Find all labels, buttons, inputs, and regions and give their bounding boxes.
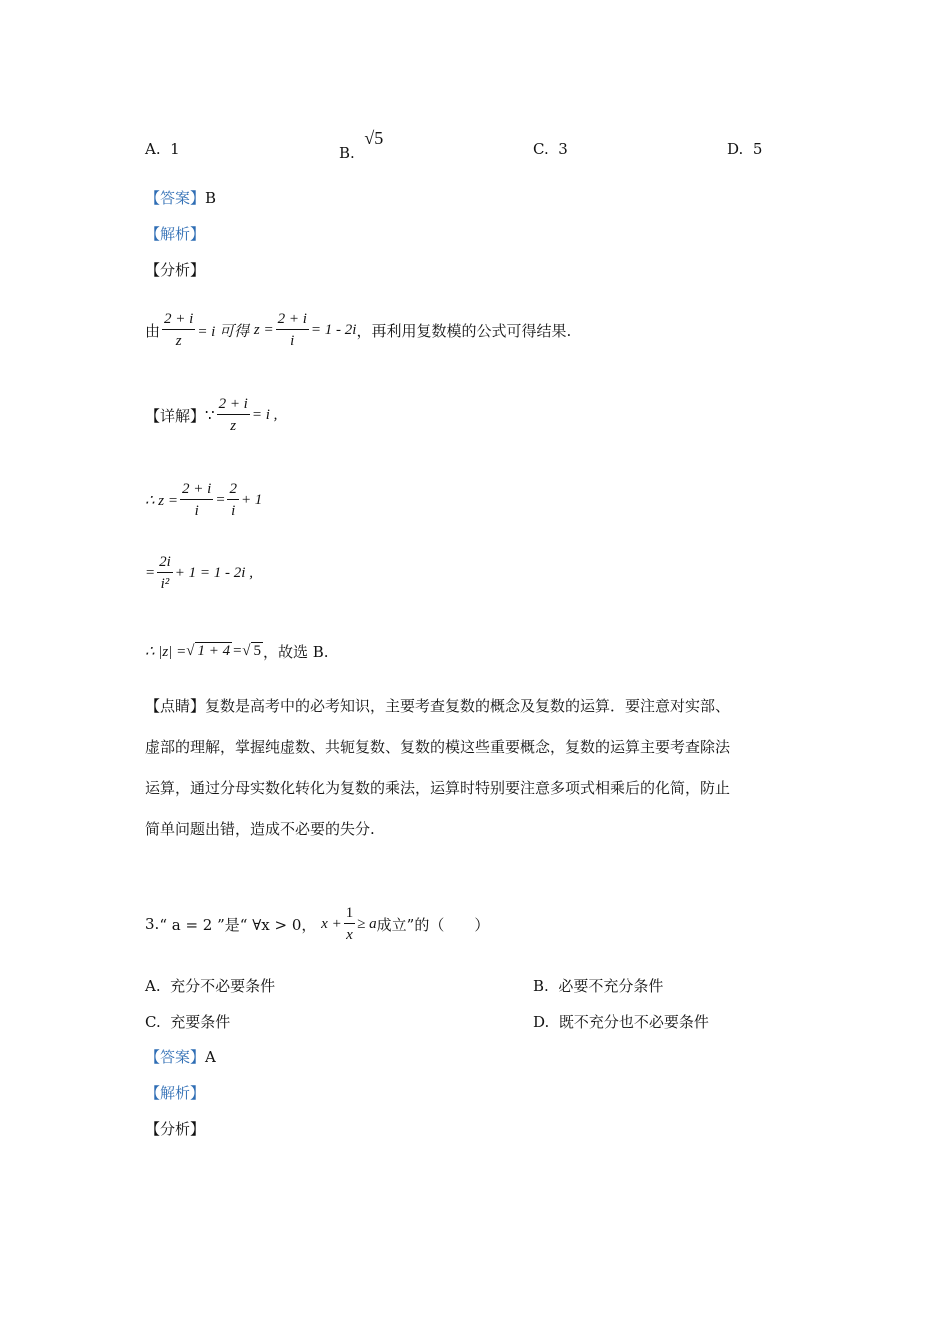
math-text: = 1 - 2i	[310, 321, 357, 338]
frac-numerator: 2i	[159, 553, 171, 570]
q3-option-d	[533, 1011, 709, 1032]
frac-denominator: i	[227, 499, 239, 522]
frac-numerator: 2	[229, 480, 237, 497]
option-letter: D.	[727, 140, 744, 158]
q2-analysis-tag: 【解析】	[145, 225, 206, 243]
fraction	[180, 479, 213, 522]
fraction	[344, 903, 356, 946]
frac-denominator: z	[162, 329, 195, 352]
fraction	[157, 552, 173, 595]
q2-step3	[145, 636, 329, 666]
option-letter: B.	[533, 977, 549, 995]
q3-option-b	[533, 975, 663, 996]
option-text: 1	[170, 140, 180, 158]
option-letter: C.	[145, 1013, 161, 1031]
q3-fenxi-tag: 【分析】	[145, 1120, 206, 1138]
text-suffix: ，再利用复数模的公式可得结果.	[356, 321, 572, 340]
q3-answer	[145, 1046, 216, 1067]
paragraph-line: 简单问题出错，造成不必要的失分.	[145, 820, 375, 838]
text-suffix: ，故选 B.	[262, 642, 329, 661]
q2-option-d	[727, 140, 762, 158]
option-letter: B.	[339, 144, 355, 162]
frac-denominator: z	[217, 414, 250, 437]
option-letter: C.	[533, 140, 549, 158]
math-text: x +	[321, 915, 342, 932]
q3-option-a	[145, 975, 275, 996]
fraction	[162, 309, 195, 352]
q2-step2	[145, 548, 253, 598]
fraction	[276, 309, 309, 352]
option-text: 充要条件	[170, 1013, 231, 1031]
math-text: =	[215, 491, 226, 508]
sqrt-icon: √	[242, 642, 251, 659]
frac-denominator: i²	[157, 572, 173, 595]
question-number: 3.	[145, 915, 160, 933]
option-letter: D.	[533, 1013, 550, 1031]
q2-option-b	[339, 128, 383, 160]
q2-answer	[145, 187, 216, 208]
paragraph-line: 复数是高考中的必考知识，主要考查复数的概念及复数的运算．要注意对实部、	[205, 697, 731, 715]
because-symbol: ∵	[205, 407, 215, 424]
dianjing-tag: 【点睛】	[145, 697, 206, 715]
fraction	[227, 479, 239, 522]
answer-tag: 【答案】	[145, 1048, 206, 1066]
math-text: =	[145, 564, 156, 581]
paragraph-line: 运算，通过分母实数化转化为复数的乘法，运算时特别要注意多项式相乘后的化简，防止	[145, 779, 731, 797]
q3-stem	[145, 898, 489, 950]
math-text: =	[232, 642, 243, 659]
sqrt-content: 5	[253, 643, 261, 659]
q2-fenxi-tag: 【分析】	[145, 261, 206, 279]
math-text: + 1 = 1 - 2i ,	[174, 564, 253, 581]
q3-analysis-tag: 【解析】	[145, 1084, 206, 1102]
math-text: ≥ a	[357, 915, 377, 932]
answer-value: A	[205, 1048, 216, 1066]
math-text: + 1	[240, 491, 263, 508]
q2-fenxi-line	[145, 306, 571, 354]
paragraph-line: 虚部的理解，掌握纯虚数、共轭复数、复数的模这些重要概念，复数的运算主要考查除法	[145, 738, 731, 756]
answer-tag: 【答案】	[145, 189, 206, 207]
answer-value: B	[205, 189, 217, 207]
text-prefix: 由	[145, 321, 161, 340]
option-letter: A.	[145, 977, 161, 995]
q2-dianjing	[145, 686, 805, 850]
option-letter: A.	[145, 140, 161, 158]
option-text: 5	[752, 140, 763, 158]
math-text: ∴ |z| =	[145, 643, 187, 660]
frac-denominator: i	[180, 499, 213, 522]
math-text: ∴ z =	[145, 492, 179, 509]
math-text: z =	[253, 321, 274, 338]
sqrt-content: 1 + 4	[197, 643, 231, 659]
q2-detail-line	[145, 391, 277, 439]
q2-option-c	[533, 140, 568, 158]
math-text: = i ,	[251, 406, 278, 423]
sqrt-icon: √	[186, 642, 195, 659]
frac-numerator: 2 + i	[277, 310, 307, 327]
math-text: = i 可得	[197, 323, 250, 340]
stem-text: 成立”的（ ）	[376, 915, 490, 934]
q2-option-a	[145, 140, 180, 158]
frac-numerator: 2 + i	[218, 395, 248, 412]
q3-option-c	[145, 1011, 230, 1032]
q2-step1	[145, 476, 262, 524]
frac-denominator: i	[276, 329, 309, 352]
option-text: 必要不充分条件	[558, 977, 664, 995]
detail-tag: 【详解】	[145, 406, 206, 425]
option-text: 3	[558, 140, 568, 158]
stem-text: “ a = 2 ”是“ ∀x > 0，	[159, 915, 317, 934]
fraction	[217, 394, 250, 437]
option-text: √5	[364, 128, 384, 148]
frac-numerator: 1	[345, 904, 354, 921]
frac-denominator: x	[344, 923, 356, 946]
frac-numerator: 2 + i	[164, 310, 194, 327]
frac-numerator: 2 + i	[182, 480, 212, 497]
option-text: 既不充分也不必要条件	[558, 1013, 709, 1031]
option-text: 充分不必要条件	[170, 977, 276, 995]
